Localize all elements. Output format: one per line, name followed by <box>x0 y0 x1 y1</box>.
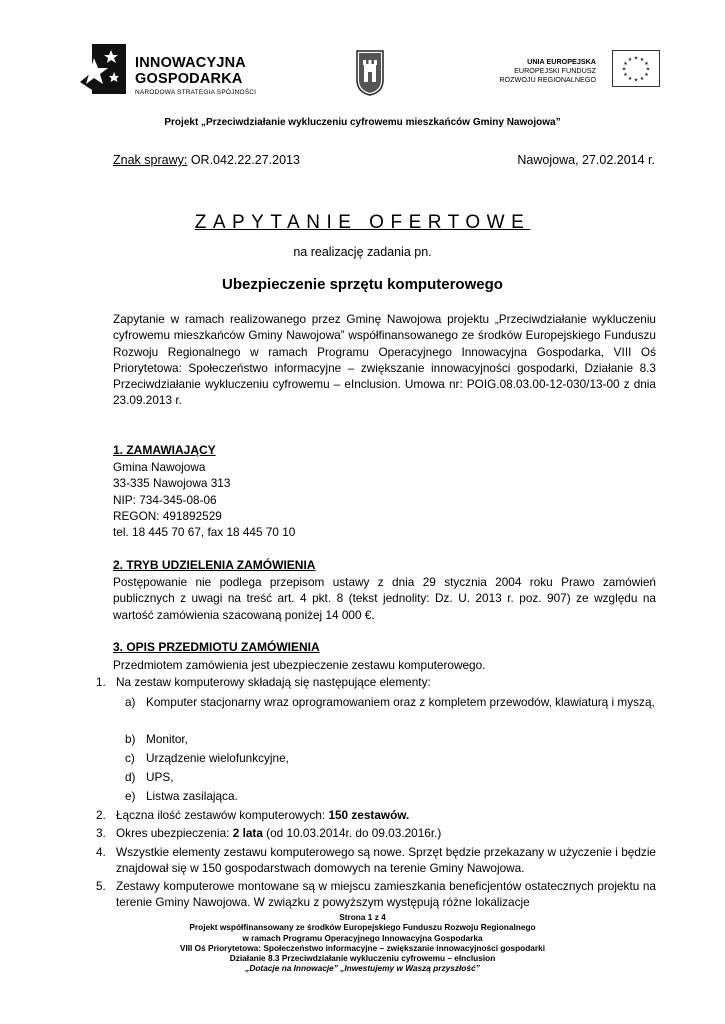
document-title: ZAPYTANIE OFERTOWE <box>194 212 531 233</box>
svg-text:★: ★ <box>645 66 651 73</box>
document-subtitle: na realizację zadania pn. <box>293 245 432 259</box>
insurance-dates: (od 10.03.2014r. do 09.03.2016r.) <box>262 826 442 840</box>
task-name: Ubezpieczenie sprzętu komputerowego <box>222 276 503 293</box>
sub-list-item-text: Komputer stacjonarny wraz oprogramowaniem oraz z kompletem przewodów, klawiaturą i myszą, <box>146 695 655 709</box>
ordering-party-line: Gmina Nawojowa <box>113 460 206 474</box>
list-item <box>96 825 656 842</box>
svg-text:★: ★ <box>644 72 649 78</box>
list-item-text: Na zestaw komputerowy składają się następujące elementy: <box>116 675 431 689</box>
innowacyjna-gospodarka-logo <box>78 42 278 104</box>
footer-line: Projekt współfinansowany ze środków Europejskiego Funduszu Rozwoju Regionalnego <box>189 922 536 933</box>
page-footer <box>0 912 725 974</box>
svg-text:★: ★ <box>639 76 645 82</box>
footer-line: Działanie 8.3 Przeciwdziałanie wykluczeniu cyfrowemu – eInclusion <box>229 953 496 964</box>
sub-list-item <box>125 769 656 786</box>
svg-text:★: ★ <box>633 55 639 62</box>
footer-line: VIII Oś Priorytetowa: Społeczeństwo informacyjne – zwiększanie innowacyjności gospodarki <box>179 942 546 953</box>
logo-line-3: NARODOWA STRATEGIA SPÓJNOŚCI <box>135 89 257 96</box>
list-item <box>96 844 656 878</box>
logo-line-2: GOSPODARKA <box>135 71 243 87</box>
section-1-heading <box>113 443 216 457</box>
insurance-period: 2 lata <box>232 826 263 840</box>
sub-list-item <box>125 788 656 805</box>
svg-text:★: ★ <box>633 77 639 84</box>
svg-text:★: ★ <box>639 57 645 63</box>
list-item-label: Okres ubezpieczenia: <box>116 826 233 840</box>
svg-text:★: ★ <box>623 61 628 67</box>
list-item-number: 2. <box>96 808 106 822</box>
svg-text:★: ★ <box>627 76 633 82</box>
section-3-heading <box>113 640 320 654</box>
section-1-heading-text: 1. ZAMAWIAJĄCY <box>113 443 216 457</box>
star-logo-icon <box>78 42 128 98</box>
case-reference-label: Znak sprawy: <box>113 153 188 167</box>
sub-list-item-letter: a) <box>125 695 136 709</box>
list-item-text: Wszystkie elementy zestawu komputerowego są nowe. Sprzęt będzie przekazany w użyczenie i będzie znajdował się w 150 gospodarstwach domowych na terenie Gminy Nawojowa. <box>116 845 656 876</box>
section-2-heading <box>113 558 315 572</box>
eu-line-2: EUROPEJSKI FUNDUSZ <box>514 66 596 75</box>
list-item <box>96 807 656 824</box>
ordering-party-details <box>113 459 295 540</box>
list-item-label: Łączna ilość zestawów komputerowych: <box>116 808 329 822</box>
sub-list-item <box>125 750 656 767</box>
sub-list-item-letter: e) <box>125 789 136 803</box>
ordering-party-line: NIP: 734-345-08-06 <box>113 492 217 507</box>
page-number: Strona 1 z 4 <box>339 912 386 922</box>
section-2-text: Postępowanie nie podlega przepisom ustawy z dnia 29 stycznia 2004 roku Prawo zamówień publicznych z uwagi na treść art. 4 pkt. 8 (tekst jednolity: Dz. U. 2013 r. poz. 907) ze względu na wartość zamówienia szacowaną poniżej 14 000 €. <box>113 575 656 622</box>
footer-slogan: „Dotacje na Innowacje” „Inwestujemy w Waszą przyszłość” <box>245 963 480 974</box>
project-header: Projekt „Przeciwdziałanie wykluczeniu cyfrowemu mieszkańców Gminy Nawojowa” <box>164 117 561 128</box>
list-item-number: 5. <box>96 879 106 893</box>
ordering-party-line: tel. 18 445 70 67, fax 18 445 70 10 <box>113 525 296 540</box>
svg-text:★: ★ <box>627 57 633 63</box>
sub-list-item <box>125 731 656 748</box>
eu-flag-icon <box>612 50 660 87</box>
sub-list-item-text: Monitor, <box>146 732 188 746</box>
section-2-heading-text: 2. TRYB UDZIELENIA ZAMÓWIENIA <box>113 558 316 572</box>
list-item-number: 1. <box>96 675 106 689</box>
sub-list-item-letter: c) <box>125 751 135 765</box>
sub-list-item-text: UPS, <box>146 770 174 784</box>
coat-of-arms-icon <box>356 50 384 96</box>
list-item <box>96 674 656 691</box>
eu-text-block <box>470 57 596 84</box>
sub-list-item-letter: d) <box>125 770 136 784</box>
section-3-heading-text: 3. OPIS PRZEDMIOTU ZAMÓWIENIA <box>113 640 320 654</box>
svg-text:★: ★ <box>644 61 649 67</box>
case-reference-value: OR.042.22.27.2013 <box>187 153 300 167</box>
sub-list-item-text: Urządzenie wielofunkcyjne, <box>146 751 289 765</box>
ordering-party-line: REGON: 491892529 <box>113 508 222 523</box>
footer-line: w ramach Programu Operacyjnego Innowacyjna Gospodarka <box>242 932 483 943</box>
svg-text:★: ★ <box>621 66 627 73</box>
list-item-text: Zestawy komputerowe montowane są w miejscu zamieszkania beneficjentów ostatecznych projektu na terenie Gminy Nawojowa. W związku z powyższym występują różne lokalizacje <box>116 879 656 910</box>
ordering-party-line: 33-335 Nawojowa 313 <box>113 476 231 491</box>
section-3-intro: Przedmiotem zamówienia jest ubezpieczenie zestawu komputerowego. <box>113 658 486 672</box>
intro-paragraph: Zapytanie w ramach realizowanego przez Gminę Nawojowa projektu „Przeciwdziałanie wykluczeniu cyfrowemu mieszkańców Gminy Nawojowa” współfinansowanego ze środków Europejskiego Funduszu Rozwoju Regionalnego w ramach Programu Operacyjnego Innowacyjna Gospodarka, VIII Oś Priorytetowa: Społeczeństwo informacyjne – zwiększanie innowacyjności gospodarki, Działanie 8.3 Przeciwdziałanie wykluczeniu cyfrowemu – eInclusion. Umowa nr: POIG.08.03.00-12-030/13-00 z dnia 23.09.2013 r. <box>113 312 656 408</box>
eu-line-1: UNIA EUROPEJSKA <box>527 57 596 66</box>
sub-list-item-text: Listwa zasilająca. <box>146 789 238 803</box>
logo-line-1: INNOWACYJNA <box>135 55 246 71</box>
set-count: 150 zestawów. <box>328 808 410 822</box>
list-item-number: 3. <box>96 826 106 840</box>
sub-list-item-letter: b) <box>125 732 136 746</box>
case-reference <box>113 153 300 167</box>
list-item <box>96 878 656 912</box>
list-item-text <box>116 807 656 823</box>
eu-line-3: ROZWOJU REGIONALNEGO <box>499 75 596 84</box>
list-item-number: 4. <box>96 845 106 859</box>
document-date: Nawojowa, 27.02.2014 r. <box>517 153 655 167</box>
list-item-text <box>116 825 656 841</box>
svg-text:★: ★ <box>623 72 628 78</box>
sub-list-item <box>125 694 656 728</box>
